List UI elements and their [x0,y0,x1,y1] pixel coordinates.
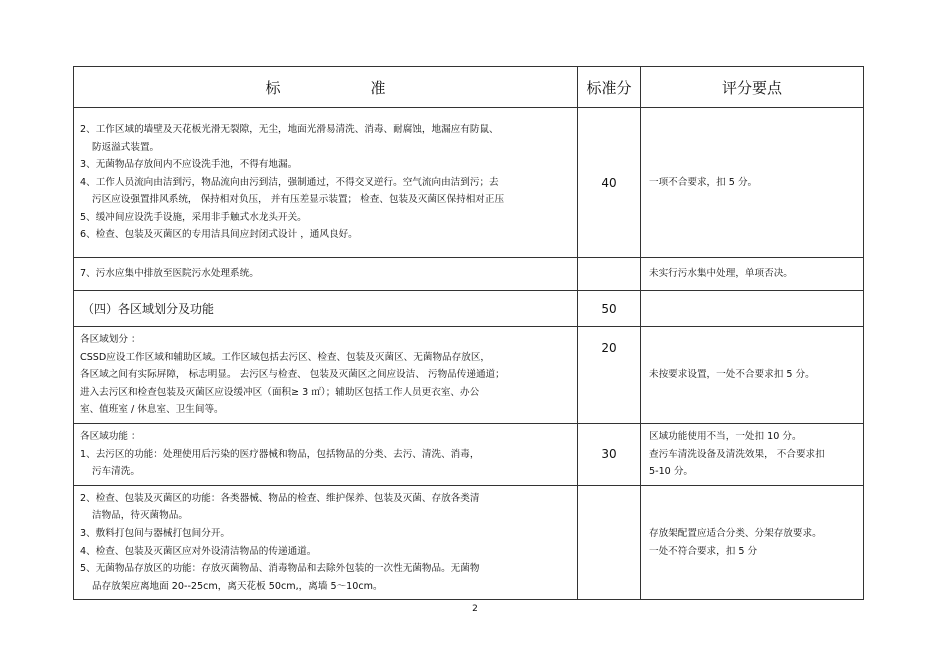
standard-line: 3、无菌物品存放间内不应设洗手池，不得有地漏。 [80,159,298,171]
score-cell [578,258,641,291]
table-header-row [74,67,864,108]
standard-line: 4、检查、包装及灭菌区应对外设清洁物品的传递通道。 [80,545,317,557]
score-cell: 30 [578,423,641,485]
section-score: 50 [578,291,641,327]
standard-cell [74,327,578,424]
standard-cell [74,485,578,600]
score-cell: 40 [578,108,641,258]
page-number: 2 [472,604,478,614]
standards-table [73,66,864,600]
standard-line: 2、检查、包装及灭菌区的功能：各类器械、物品的检查、维护保养、包装及灭菌、存放各类清 [80,492,480,504]
standard-line: 进入去污区和检查包装及灭菌区应设缓冲区（面积≥ 3 ㎡）；辅助区包括工作人员更衣室、办公 [80,386,480,398]
standard-line: 室、值班室 / 休息室、卫生间等。 [80,404,224,416]
standard-line: 各区域功能 ： [80,430,141,442]
header-standard-a: 标 [265,78,281,97]
standard-line: 4、工作人员流向由洁到污，物品流向由污到洁，强制通过，不得交叉逆行。空气流向由洁到污；去 [80,176,499,188]
standard-line: 洁物品，待灭菌物品。 [92,510,188,522]
standard-line: 污车清洗。 [92,466,140,478]
standard-line: 7、污水应集中排放至医院污水处理系统。 [80,268,259,280]
standard-cell [74,108,578,258]
note-line: 查污车清洗设备及清洗效果， 不合要求扣 [649,448,825,460]
standard-line: 各区域划分 ： [80,334,141,345]
table-row [74,327,864,424]
scoring-note-cell: 一项不合要求，扣 5 分。 [641,108,864,258]
standard-line: 2、工作区域的墙壁及天花板光滑无裂隙，无尘，地面光滑易清洗、消毒、耐腐蚀，地漏应有防鼠、 [80,123,499,135]
standard-line: 品存放架应离地面 20--25cm，离天花板 50cm,，离墙 5～10cm。 [92,580,383,592]
standard-line: 防返溢式装置。 [92,141,160,153]
standard-line: 5、无菌物品存放区的功能：存放灭菌物品、消毒物品和去除外包装的一次性无菌物品。无菌物 [80,563,480,575]
scoring-note-cell: 未按要求设置，一处不合要求扣 5 分。 [641,327,864,424]
header-scoring-points: 评分要点 [641,67,864,108]
standard-line: 各区域之间有实际屏障， 标志明显。 去污区与检查、 包装及灭菌区之间应设洁、 污物品传递通道； [80,369,505,381]
section-title: （四）各区域划分及功能 [74,291,578,327]
note-line: 区域功能使用不当，一处扣 10 分。 [649,430,802,442]
header-standard-b: 准 [370,78,386,97]
standard-line: 5、缓冲间应设洗手设施，采用非手触式水龙头开关。 [80,211,307,223]
section-row [74,291,864,327]
standard-line: CSSD应设工作区域和辅助区域。工作区域包括去污区、检查、包装及灭菌区、无菌物品存放区， [80,351,491,363]
table-row [74,423,864,485]
note-line: 一处不符合要求，扣 5 分 [649,545,758,557]
table-row [74,108,864,258]
section-note [641,291,864,327]
scoring-note-cell [641,485,864,600]
standard-line: 6、检查、包装及灭菌区的专用洁具间应封闭式设计 ，通风良好。 [80,229,358,241]
scoring-note-cell [641,423,864,485]
standard-line: 3、敷料打包间与器械打包间分开。 [80,527,231,539]
standard-cell [74,258,578,291]
note-line: 存放架配置应适合分类、分架存放要求。 [649,527,822,539]
table-row [74,485,864,600]
standard-line: 1、去污区的功能：处理使用后污染的医疗器械和物品，包括物品的分类、去污、清洗、消毒， [80,448,480,460]
score-cell: 20 [578,327,641,424]
scoring-note-cell: 未实行污水集中处理，单项否决。 [641,258,864,291]
score-cell [578,485,641,600]
table-row [74,258,864,291]
header-standard [74,67,578,108]
note-line: 5-10 分。 [649,466,694,478]
standard-cell [74,423,578,485]
standard-line: 污区应设强置排风系统， 保持相对负压， 并有压差显示装置； 检查、包装及灭菌区保持相对正压 [92,194,505,206]
header-score: 标准分 [578,67,641,108]
